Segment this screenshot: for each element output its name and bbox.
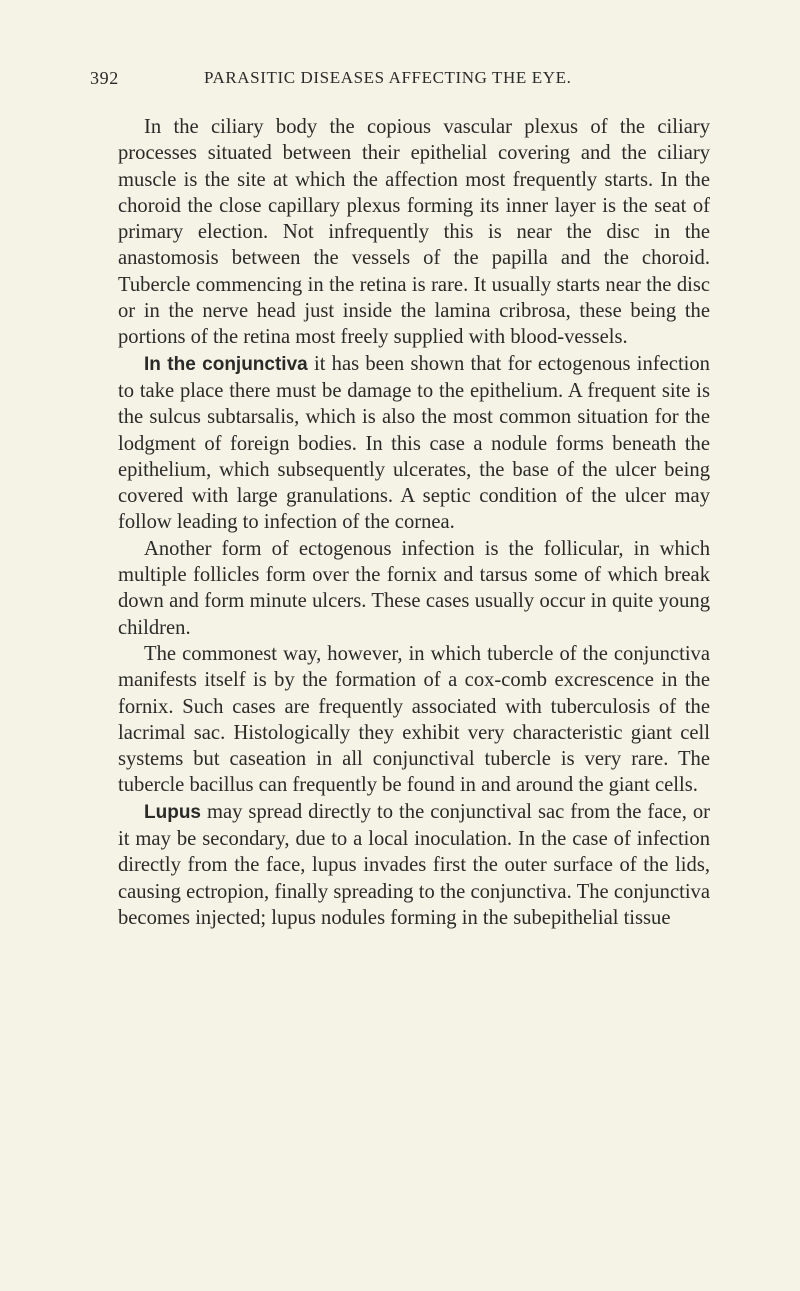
paragraph-follicular — [118, 536, 710, 641]
paragraph-lupus — [118, 799, 710, 931]
paragraph-commonest-way — [118, 641, 710, 799]
page-number: 392 — [90, 68, 119, 88]
paragraph-ciliary-body — [118, 114, 710, 351]
paragraph-text: The commonest way, however, in which tubercle of the conjunctiva manifests itself is by the formation of a cox-comb excrescence in the fornix. Such cases are frequently associated with tuberculosis of the lacrimal sac. Histologically they exhibit very characteristic giant cell systems but caseation in all conjunctival tubercle is very rare. The tubercle bacillus can frequently be found in and around the giant cells. — [118, 642, 710, 797]
page-header — [90, 68, 718, 88]
paragraph-lead-heading: In the conjunctiva — [144, 353, 308, 375]
paragraph-lead-heading: Lupus — [144, 801, 201, 823]
paragraph-text: In the ciliary body the copious vascular plexus of the ciliary processes situated between their epithelial covering and the ciliary muscle is the site at which the affection most frequently starts. In the choroid the close capillary plexus forming its inner layer is the seat of primary election. Not infrequently this is near the disc in the anastomosis between the vessels of the papilla and the choroid. Tubercle commencing in the retina is rare. It usually starts near the disc or in the nerve head just inside the lamina cribrosa, these being the portions of the retina most freely supplied with blood-vessels. — [118, 116, 710, 349]
paragraph-conjunctiva — [118, 351, 710, 536]
paragraph-text: may spread directly to the conjunctival sac from the face, or it may be secondary, due to a local inoculation. In the case of infection directly from the face, lupus invades first the outer surface of the lids, causing ectropion, finally spreading to the conjunctiva. The conjunctiva becomes injected; lupus nodules forming in the subepithelial tissue — [118, 800, 710, 929]
paragraph-text: Another form of ectogenous infection is the follicular, in which multiple follicles form over the fornix and tarsus some of which break down and form minute ulcers. These cases usually occur in quite young children. — [118, 537, 710, 639]
body-text — [118, 114, 710, 931]
paragraph-text: it has been shown that for ectogenous infection to take place there must be damage to the epithelium. A frequent site is the sulcus subtarsalis, which is also the most common situation for the lodgment of foreign bodies. In this case a nodule forms beneath the epithelium, which subsequently ulcerates, the base of the ulcer being covered with large granulations. A septic condition of the ulcer may follow leading to infection of the cornea. — [118, 352, 710, 534]
running-title: PARASITIC DISEASES AFFECTING THE EYE. — [204, 68, 572, 87]
